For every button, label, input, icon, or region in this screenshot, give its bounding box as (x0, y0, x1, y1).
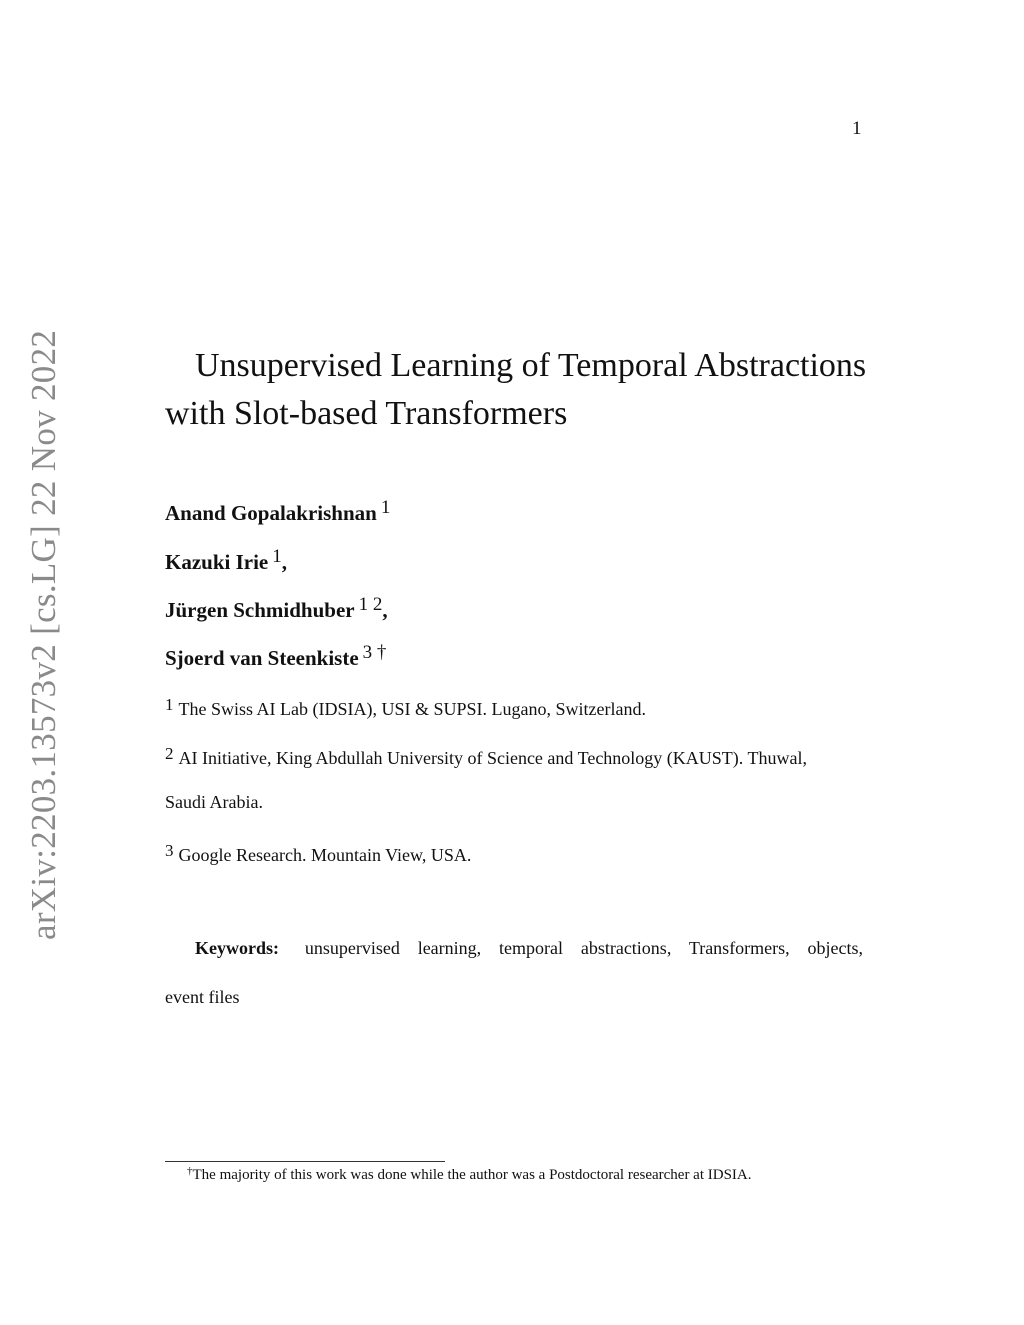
keywords-continued: event files (165, 987, 240, 1007)
affiliation-text: AI Initiative, King Abdullah University of Science and Technology (KAUST). Thuwal, (178, 748, 807, 768)
affiliation-3 (165, 841, 471, 866)
footnote (187, 1165, 752, 1184)
author-name: Jürgen Schmidhuber (165, 598, 355, 622)
affiliation-2-continued: Saudi Arabia. (165, 792, 263, 812)
affiliation-1 (165, 695, 646, 720)
author-suffix: , (382, 598, 388, 622)
author-marks: 1 (380, 497, 391, 518)
footnote-mark: † (187, 1165, 193, 1177)
author-3 (165, 594, 388, 623)
author-suffix: , (281, 550, 287, 574)
keywords (195, 938, 863, 959)
keywords-list: unsupervised learning, temporal abstractions, Transformers, objects, (304, 938, 864, 958)
author-4 (165, 642, 386, 671)
author-1 (165, 497, 390, 526)
author-name: Kazuki Irie (165, 550, 269, 574)
author-name: Anand Gopalakrishnan (165, 501, 377, 525)
page-number: 1 (852, 118, 862, 139)
affiliation-text: Google Research. Mountain View, USA. (178, 845, 472, 865)
author-2 (165, 546, 287, 575)
author-name: Sjoerd van Steenkiste (165, 646, 359, 670)
author-marks: 3 † (362, 642, 387, 663)
affiliation-2 (165, 744, 807, 769)
affiliation-text: The Swiss AI Lab (IDSIA), USI & SUPSI. Lugano, Switzerland. (178, 699, 646, 719)
footnote-rule (165, 1161, 445, 1162)
keywords-label: Keywords: (195, 938, 279, 958)
arxiv-stamp: arXiv:2203.13573v2 [cs.LG] 22 Nov 2022 (24, 329, 63, 940)
affiliation-mark: 3 (165, 841, 174, 860)
footnote-text: The majority of this work was done while the author was a Postdoctoral researcher at IDSIA. (192, 1167, 752, 1183)
author-marks: 1 2 (358, 594, 383, 615)
affiliation-mark: 1 (165, 695, 174, 714)
paper-title: Unsupervised Learning of Temporal Abstractions with Slot-based Transformers (165, 347, 867, 432)
affiliation-mark: 2 (165, 744, 174, 763)
author-marks: 1 (272, 546, 282, 567)
